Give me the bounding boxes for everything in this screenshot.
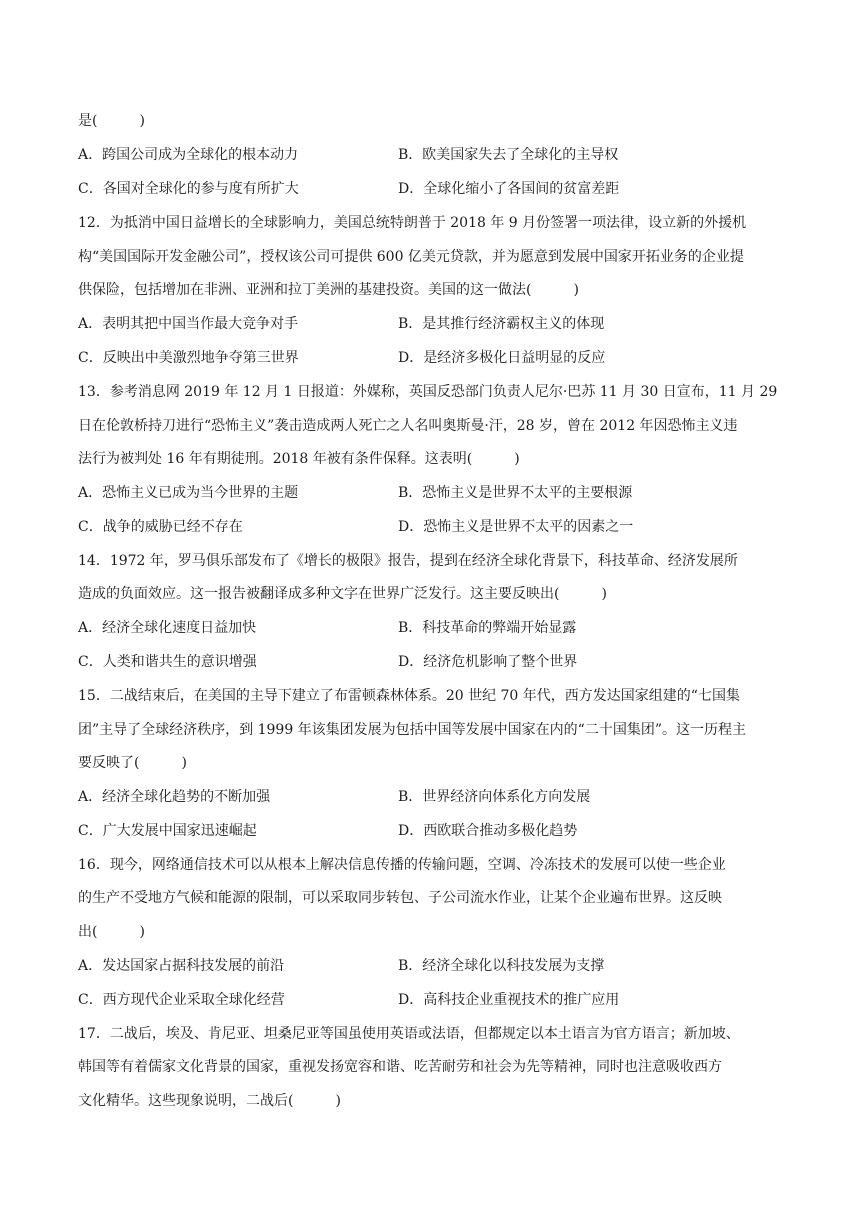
q16-option-a: A．发达国家占据科技发展的前沿 <box>78 958 285 974</box>
q13-stem-line-2: 日在伦敦桥持刀进行“恐怖主义”袭击造成两人死亡之人名叫奥斯曼·汗，28 岁，曾在 2012 年因恐怖主义违 <box>78 418 738 434</box>
q16-stem-line-1: 16．现今，网络通信技术可以从根本上解决信息传播的传输问题，空调、冷冻技术的发展可以使一些企业 <box>78 857 726 873</box>
q16-option-d: D．高科技企业重视技术的推广应用 <box>398 992 620 1008</box>
q14-stem-line-1: 14．1972 年，罗马俱乐部发布了《增长的极限》报告，提到在经济全球化背景下，科技革命、经济发展所 <box>78 553 738 569</box>
q11-option-a: A．跨国公司成为全球化的根本动力 <box>78 147 299 163</box>
q12-option-a: A．表明其把中国当作最大竞争对手 <box>78 316 299 332</box>
q13-option-d: D．恐怖主义是世界不太平的因素之一 <box>398 519 634 535</box>
q17-stem-line-1: 17．二战后，埃及、肯尼亚、坦桑尼亚等国虽使用英语或法语，但都规定以本土语言为官方语言；新加坡、 <box>78 1026 740 1042</box>
q14-option-a: A．经济全球化速度日益加快 <box>78 620 257 636</box>
q13-stem-line-1: 13．参考消息网 2019 年 12 月 1 日报道：外媒称，英国反恐部门负责人尼尔·巴苏 11 月 30 日宣布，11 月 29 <box>78 384 778 400</box>
q14-stem-line-2: 造成的负面效应。这一报告被翻译成多种文字在世界广泛发行。这主要反映出( ) <box>78 586 607 602</box>
q11-option-c: C．各国对全球化的参与度有所扩大 <box>78 181 299 197</box>
q12-stem-line-1: 12．为抵消中国日益增长的全球影响力，美国总统特朗普于 2018 年 9 月份签署一项法律，设立新的外援机 <box>78 215 747 231</box>
q11-stem-tail: 是( ) <box>78 113 145 129</box>
q12-stem-line-3: 供保险，包括增加在非洲、亚洲和拉丁美洲的基建投资。美国的这一做法( ) <box>78 282 579 298</box>
q16-stem-line-3: 出( ) <box>78 924 145 940</box>
q16-option-b: B．经济全球化以科技发展为支撑 <box>398 958 605 974</box>
q14-option-c: C．人类和谐共生的意识增强 <box>78 654 257 670</box>
q16-option-c: C．西方现代企业采取全球化经营 <box>78 992 285 1008</box>
q14-option-b: B．科技革命的弊端开始显露 <box>398 620 577 636</box>
q13-option-a: A．恐怖主义已成为当今世界的主题 <box>78 485 299 501</box>
q17-stem-line-2: 韩国等有着儒家文化背景的国家，重视发扬宽容和谐、吃苦耐劳和社会为先等精神，同时也注意吸收西方 <box>78 1059 722 1075</box>
q11-option-d: D．全球化缩小了各国间的贫富差距 <box>398 181 620 197</box>
q15-stem-line-3: 要反映了( ) <box>78 755 187 771</box>
q12-option-c: C．反映出中美激烈地争夺第三世界 <box>78 350 299 366</box>
q17-stem-line-3: 文化精华。这些现象说明，二战后( ) <box>78 1093 341 1109</box>
q15-option-d: D．西欧联合推动多极化趋势 <box>398 823 578 839</box>
q16-stem-line-2: 的生产不受地方气候和能源的限制，可以采取同步转包、子公司流水作业，让某个企业遍布世界。这反映 <box>78 890 722 906</box>
q13-stem-line-3: 法行为被判处 16 年有期徒刑。2018 年被有条件保释。这表明( ) <box>78 451 520 467</box>
q15-stem-line-2: 团”主导了全球经济秩序，到 1999 年该集团发展为包括中国等发展中国家在内的“二十国集团”。这一历程主 <box>78 722 746 738</box>
q14-option-d: D．经济危机影响了整个世界 <box>398 654 578 670</box>
q12-stem-line-2: 构“美国国际开发金融公司”，授权该公司可提供 600 亿美元贷款，并为愿意到发展中国家开拓业务的企业提 <box>78 249 744 265</box>
q13-option-c: C．战争的威胁已经不存在 <box>78 519 243 535</box>
q11-option-b: B．欧美国家失去了全球化的主导权 <box>398 147 619 163</box>
q15-option-a: A．经济全球化趋势的不断加强 <box>78 789 271 805</box>
q15-option-b: B．世界经济向体系化方向发展 <box>398 789 591 805</box>
q15-option-c: C．广大发展中国家迅速崛起 <box>78 823 257 839</box>
q12-option-b: B．是其推行经济霸权主义的体现 <box>398 316 605 332</box>
q13-option-b: B．恐怖主义是世界不太平的主要根源 <box>398 485 633 501</box>
q12-option-d: D．是经济多极化日益明显的反应 <box>398 350 606 366</box>
q15-stem-line-1: 15．二战结束后，在美国的主导下建立了布雷顿森林体系。20 世纪 70 年代，西方发达国家组建的“七国集 <box>78 688 740 704</box>
